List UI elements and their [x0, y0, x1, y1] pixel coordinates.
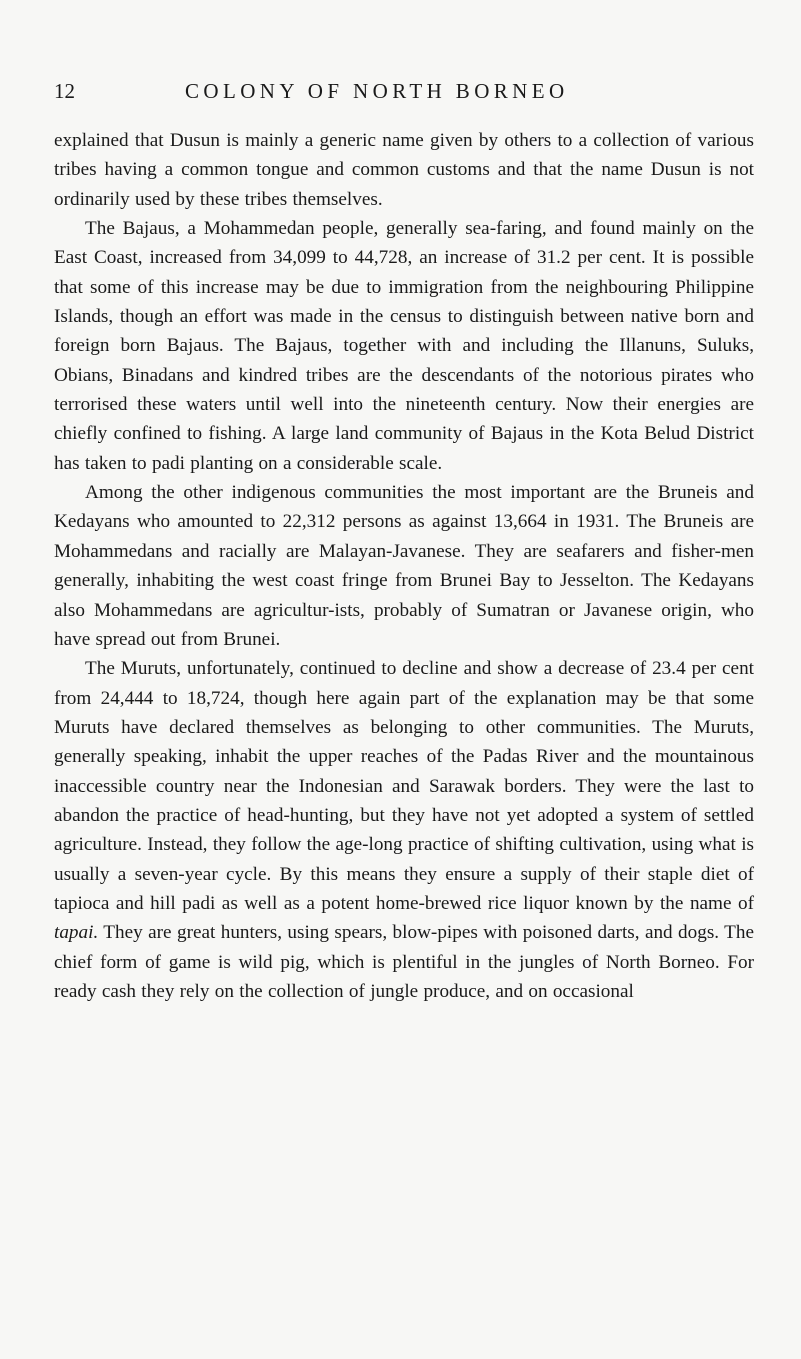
paragraph-bruneis-kedayans: Among the other indigenous communities the most important are the Bruneis and Kedayans who amounted to 22,312 persons as against 13,664 in 1931. The Bruneis are Mohammedans and racially are Malayan-Javanese. They are seafarers and fisher-men generally, inhabiting the west coast fringe from Brunei Bay to Jesselton. The Kedayans also Mohammedans are agricultur-ists, probably of Sumatran or Javanese origin, who have spread out from Brunei.: [54, 482, 754, 650]
running-head: [54, 76, 754, 106]
muruts-text-after-italic: They are great hunters, using spears, blow-pipes with poisoned darts, and dogs. The chief form of game is wild pig, which is plentiful in the jungles of North Borneo. For ready cash they rely on the collection of jungle produce, and on occasional: [54, 922, 754, 1002]
paragraph-bajaus: The Bajaus, a Mohammedan people, generally sea-faring, and found mainly on the East Coast, increased from 34,099 to 44,728, an increase of 31.2 per cent. It is possible that some of this increase may be due to immigration from the neighbouring Philippine Islands, though an effort was made in the census to distinguish between native born and foreign born Bajaus. The Bajaus, together with and including the Illanuns, Suluks, Obians, Binadans and kindred tribes are the descendants of the notorious pirates who terrorised these waters until well into the nineteenth century. Now their energies are chiefly confined to fishing. A large land community of Bajaus in the Kota Belud District has taken to padi planting on a considerable scale.: [54, 218, 754, 474]
body-text: [54, 126, 754, 1006]
running-title: COLONY OF NORTH BORNEO: [185, 79, 569, 103]
page-number: 12: [54, 79, 75, 103]
tapai-italic-term: tapai.: [54, 922, 99, 944]
paragraph-dusun-continued: explained that Dusun is mainly a generic name given by others to a collection of various tribes having a common tongue and common customs and that the name Dusun is not ordinarily used by these tribes themselves.: [54, 130, 754, 210]
paragraph-muruts: [54, 654, 754, 1006]
muruts-text-before-italic: The Muruts, unfortunately, continued to decline and show a decrease of 23.4 per cent from 24,444 to 18,724, though here again part of the explanation may be that some Muruts have declared themselves as belonging to other communities. The Muruts, generally speaking, inhabit the upper reaches of the Padas River and the mountainous inaccessible country near the Indonesian and Sarawak borders. They were the last to abandon the practice of head-hunting, but they have not yet adopted a system of settled agriculture. Instead, they follow the age-long practice of shifting cultivation, using what is usually a seven-year cycle. By this means they ensure a supply of their staple diet of tapioca and hill padi as well as a potent home-brewed rice liquor known by the name of: [54, 658, 754, 914]
